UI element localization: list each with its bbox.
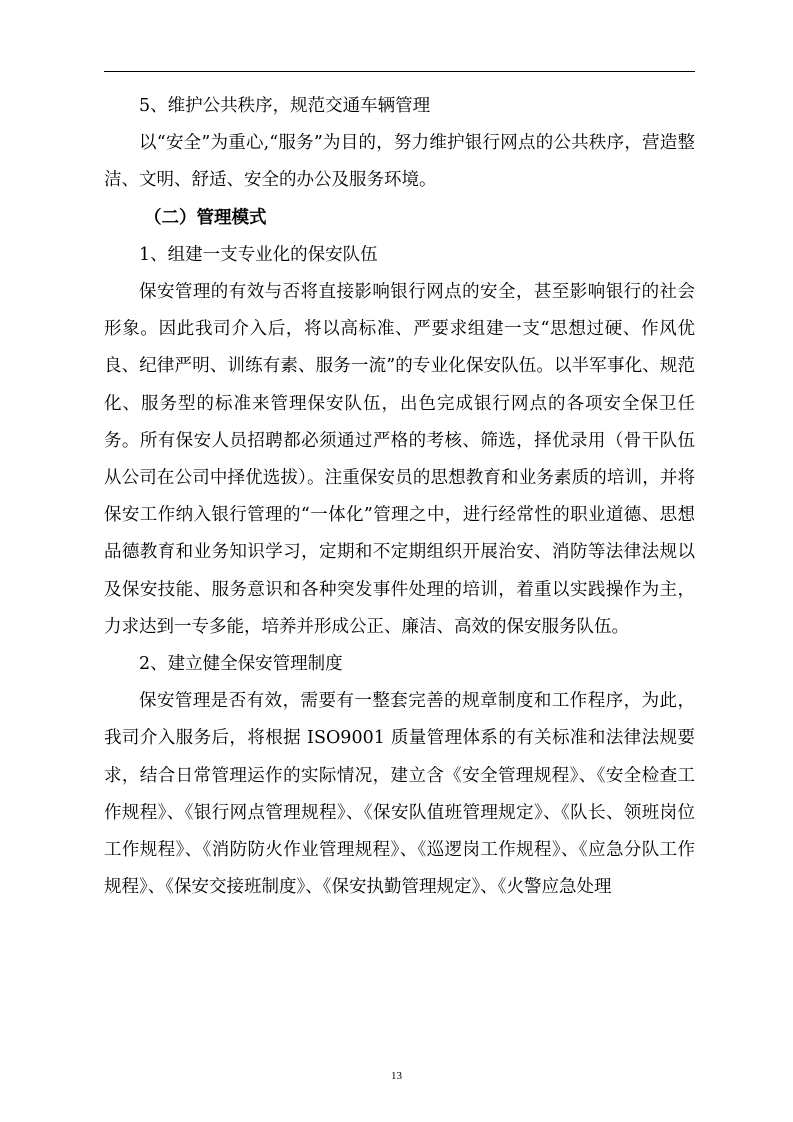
subheading-management-system: 2、建立健全保安管理制度 xyxy=(139,654,343,675)
subheading-build-team: 1、组建一支专业化的保安队伍 xyxy=(139,244,378,265)
header-rule xyxy=(104,71,695,72)
section-heading-management-mode: （二）管理模式 xyxy=(144,207,267,228)
document-body xyxy=(104,88,695,906)
paragraph-public-order: 以“安全”为重心,“服务”为目的，努力维护银行网点的公共秩序，营造整洁、文明、舒适、安全的办公及服务环境。 xyxy=(104,133,695,191)
subheading-maintain-order: 5、维护公共秩序，规范交通车辆管理 xyxy=(139,96,431,116)
paragraph-management-system: 保安管理是否有效，需要有一整套完善的规章制度和工作程序，为此，我司介入服务后，将根据 ISO9001 质量管理体系的有关标准和法律法规要求，结合日常管理运作的实际情况，建立含《安全管理规程》、《安全检查工作规程》、《银行网点管理规程》、《保安队值班管理规定》、《队长、领班岗位工作规程》、《消防防火作业管理规程》、《巡逻岗工作规程》、《应急分队工作规程》、《保安交接班制度》、《保安执勤管理规定》、《火警应急处理 xyxy=(104,691,695,898)
paragraph-team-building: 保安管理的有效与否将直接影响银行网点的安全，甚至影响银行的社会形象。因此我司介入后，将以高标准、严要求组建一支“思想过硬、作风优良、纪律严明、训练有素、服务一流”的专业化保安队伍。以半军事化、规范化、服务型的标准来管理保安队伍，出色完成银行网点的各项安全保卫任务。所有保安人员招聘都必须通过严格的考核、筛选，择优录用（骨干队伍从公司在公司中择优选拔）。注重保安员的思想教育和业务素质的培训，并将保安工作纳入银行管理的“一体化”管理之中，进行经常性的职业道德、思想品德教育和业务知识学习，定期和不定期组织开展治安、消防等法律法规以及保安技能、服务意识和各种突发事件处理的培训，着重以实践操作为主，力求达到一专多能，培养并形成公正、廉洁、高效的保安服务队伍。 xyxy=(104,282,695,637)
page-number: 13 xyxy=(391,1070,402,1082)
